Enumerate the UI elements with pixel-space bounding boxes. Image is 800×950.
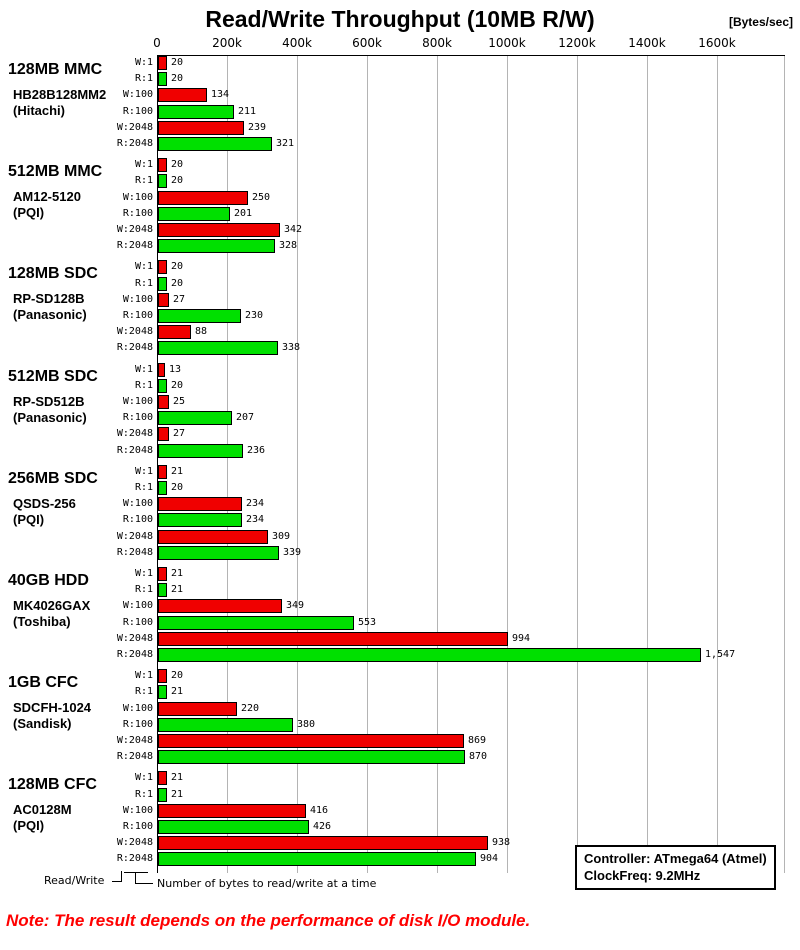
group-maker-label: (Sandisk) [13, 716, 72, 732]
bar-value-label: 207 [236, 412, 255, 424]
bar-row-label: W:2048 [116, 735, 153, 746]
bar-row-label: W:1 [134, 568, 153, 579]
bar-row-label: W:100 [122, 89, 153, 101]
bar-value-label: 339 [283, 546, 302, 558]
x-tick-label: 1200k [558, 36, 596, 50]
group-model-label: HB28B128MM2 [13, 87, 107, 102]
group-maker-label: (PQI) [13, 511, 45, 527]
bar-value-label: 27 [173, 293, 186, 305]
bar-row-label: R:100 [122, 207, 153, 219]
read-bar [158, 481, 167, 495]
read-bar [158, 207, 230, 221]
bar-row-label: R:100 [122, 718, 153, 730]
bar-row-label: W:1 [134, 363, 153, 375]
bar-value-label: 20 [171, 277, 184, 289]
x-tick-label: 1000k [488, 36, 526, 50]
bar-value-label: 20 [171, 379, 184, 391]
bar-value-label: 20 [171, 159, 184, 171]
bar-value-label: 1,547 [705, 649, 736, 660]
bar-row-label: W:2048 [116, 837, 153, 849]
x-tick-label: 600k [352, 36, 382, 50]
x-gridline [647, 56, 648, 873]
bar-row-label: W:1 [134, 670, 153, 682]
bar-row-label: W:2048 [116, 530, 153, 542]
group-maker-label: (Panasonic) [13, 409, 87, 425]
read-bar [158, 648, 701, 662]
x-tick-label: 1600k [698, 36, 736, 50]
bytes-legend-label: Number of bytes to read/write at a time [157, 877, 377, 890]
read-bar [158, 788, 167, 802]
bar-row-label: W:2048 [116, 632, 153, 644]
group-device-label: 128MB MMC [8, 61, 103, 78]
bar-value-label: 220 [241, 702, 260, 714]
read-bar [158, 277, 167, 291]
write-bar [158, 836, 488, 850]
clockfreq-line: ClockFreq: 9.2MHz [584, 868, 701, 883]
x-tick-label: 400k [282, 36, 312, 50]
bytes-bracket-line [135, 883, 153, 884]
chart-title: Read/Write Throughput (10MB R/W) [205, 6, 595, 32]
bar-value-label: 21 [171, 584, 184, 596]
write-bar [158, 191, 248, 205]
write-bar [158, 567, 167, 581]
write-bar [158, 325, 191, 339]
write-bar [158, 395, 169, 409]
write-bar [158, 465, 167, 479]
group-device-label: 1GB CFC [8, 674, 79, 692]
bar-value-label: 994 [512, 632, 531, 644]
read-bar [158, 239, 275, 253]
bar-value-label: 21 [171, 772, 184, 784]
read-bar [158, 820, 309, 834]
read-bar [158, 852, 476, 866]
x-tick-label: 0 [153, 36, 161, 50]
read-bar [158, 718, 293, 732]
note-text: Note: The result depends on the performance of disk I/O module. [6, 911, 531, 930]
bar-row-label: R:1 [134, 584, 153, 596]
bar-value-label: 27 [173, 428, 186, 440]
bar-value-label: 21 [171, 788, 184, 800]
bar-row-label: W:1 [134, 261, 153, 273]
write-bar [158, 56, 167, 70]
bar-row-label: R:1 [134, 482, 153, 493]
controller-info-box [575, 845, 776, 890]
group-model-label: AM12-5120 [13, 189, 81, 205]
read-bar [158, 616, 354, 630]
bar-value-label: 13 [169, 363, 182, 375]
bar-row-label: R:2048 [116, 546, 153, 558]
bar-row-label: R:1 [134, 686, 153, 698]
bar-row-label: W:100 [122, 702, 153, 714]
read-bar [158, 174, 167, 188]
group-maker-label: (PQI) [13, 205, 45, 221]
bar-row-label: R:1 [134, 73, 153, 85]
bar-value-label: 21 [171, 568, 184, 579]
bar-row-label: W:100 [122, 396, 153, 407]
bar-row-label: R:1 [134, 175, 153, 187]
bar-row-label: W:1 [134, 465, 153, 477]
bar-value-label: 234 [246, 498, 265, 510]
group-device-label: 128MB CFC [8, 776, 97, 794]
bar-value-label: 342 [284, 224, 303, 235]
bar-value-label: 321 [276, 138, 295, 149]
bar-value-label: 328 [279, 240, 298, 252]
write-bar [158, 804, 306, 818]
bar-value-label: 20 [171, 482, 184, 493]
x-gridline [717, 56, 718, 873]
write-bar [158, 702, 237, 716]
write-bar [158, 734, 464, 748]
bar-row-label: W:1 [134, 57, 153, 68]
plot-right-border [784, 56, 785, 873]
write-bar [158, 599, 282, 613]
bar-value-label: 21 [171, 686, 184, 698]
bar-row-label: R:2048 [116, 138, 153, 149]
bytes-bracket-top [124, 872, 148, 873]
group-model-label: MK4026GAX [13, 598, 91, 613]
x-tick-label: 1400k [628, 36, 666, 50]
bar-value-label: 20 [171, 175, 184, 187]
x-tick-label: 200k [212, 36, 242, 50]
group-device-label: 512MB SDC [8, 367, 98, 385]
bar-row-label: W:100 [122, 600, 153, 612]
read-bar [158, 546, 279, 560]
bar-value-label: 20 [171, 670, 184, 682]
read-bar [158, 105, 234, 119]
bar-row-label: R:2048 [116, 751, 153, 763]
bar-row-label: W:1 [134, 159, 153, 171]
bar-value-label: 239 [248, 121, 267, 133]
read-write-bracket-hook [121, 871, 122, 882]
group-device-label: 40GB HDD [8, 572, 89, 589]
bar-value-label: 309 [272, 530, 291, 542]
read-bar [158, 309, 241, 323]
group-device-label: 512MB MMC [8, 163, 103, 181]
bar-value-label: 88 [195, 326, 208, 338]
group-model-label: AC0128M [13, 802, 72, 818]
bar-row-label: W:2048 [116, 428, 153, 440]
group-model-label: QSDS-256 [13, 495, 76, 511]
read-bar [158, 583, 167, 597]
bar-value-label: 211 [238, 105, 257, 117]
axis-unit-label: [Bytes/sec] [728, 15, 793, 29]
group-device-label: 256MB SDC [8, 469, 98, 487]
read-bar [158, 685, 167, 699]
write-bar [158, 771, 167, 785]
bar-row-label: W:100 [122, 293, 153, 305]
bar-value-label: 870 [469, 751, 488, 763]
read-bar [158, 513, 242, 527]
x-gridline [577, 56, 578, 873]
bar-value-label: 236 [247, 444, 266, 456]
write-bar [158, 88, 207, 102]
bar-row-label: R:2048 [116, 444, 153, 456]
group-model-label: RP-SD128B [13, 291, 85, 307]
bar-row-label: W:2048 [116, 121, 153, 133]
write-bar [158, 427, 169, 441]
read-bar [158, 341, 278, 355]
write-bar [158, 158, 167, 172]
bar-value-label: 416 [310, 804, 329, 816]
write-bar [158, 632, 508, 646]
write-bar [158, 293, 169, 307]
bar-value-label: 904 [480, 853, 499, 865]
x-tick-label: 800k [422, 36, 452, 50]
bar-value-label: 426 [313, 821, 332, 832]
read-write-legend-label: Read/Write [44, 874, 105, 887]
bar-row-label: R:100 [122, 616, 153, 628]
bar-value-label: 134 [211, 89, 230, 101]
read-bar [158, 137, 272, 151]
bar-row-label: R:2048 [116, 240, 153, 252]
bar-value-label: 25 [173, 396, 186, 407]
write-bar [158, 223, 280, 237]
group-maker-label: (Panasonic) [13, 307, 87, 323]
bar-row-label: R:100 [122, 105, 153, 117]
bar-row-label: R:100 [122, 821, 153, 832]
bar-value-label: 230 [245, 310, 264, 321]
bar-value-label: 20 [171, 73, 184, 85]
bar-row-label: W:100 [122, 191, 153, 203]
read-bar [158, 750, 465, 764]
bar-value-label: 938 [492, 837, 511, 849]
x-gridline [507, 56, 508, 873]
bar-row-label: W:1 [134, 772, 153, 784]
write-bar [158, 363, 165, 377]
bar-value-label: 20 [171, 261, 184, 273]
bar-row-label: R:1 [134, 788, 153, 800]
write-bar [158, 121, 244, 135]
write-bar [158, 669, 167, 683]
read-bar [158, 411, 232, 425]
write-bar [158, 260, 167, 274]
bar-value-label: 380 [297, 718, 316, 730]
bar-row-label: R:2048 [116, 342, 153, 354]
write-bar [158, 530, 268, 544]
bar-value-label: 234 [246, 514, 265, 526]
bar-row-label: R:2048 [116, 649, 153, 660]
group-model-label: SDCFH-1024 [13, 700, 92, 716]
read-bar [158, 72, 167, 86]
bar-value-label: 20 [171, 57, 184, 68]
controller-line: Controller: ATmega64 (Atmel) [584, 851, 767, 866]
bar-value-label: 869 [468, 735, 487, 746]
write-bar [158, 497, 242, 511]
bar-row-label: W:2048 [116, 326, 153, 338]
bar-row-label: W:2048 [116, 224, 153, 235]
group-device-label: 128MB SDC [8, 265, 98, 283]
bar-value-label: 201 [234, 207, 253, 219]
read-bar [158, 379, 167, 393]
bar-value-label: 349 [286, 600, 305, 612]
bar-row-label: R:1 [134, 379, 153, 391]
bar-value-label: 250 [252, 191, 271, 203]
bar-row-label: R:100 [122, 514, 153, 526]
bar-row-label: R:1 [134, 277, 153, 289]
bar-row-label: W:100 [122, 804, 153, 816]
group-maker-label: (PQI) [13, 818, 45, 834]
group-model-label: RP-SD512B [13, 393, 85, 409]
bar-row-label: W:100 [122, 498, 153, 510]
bar-value-label: 338 [282, 342, 301, 354]
bar-value-label: 553 [358, 616, 377, 628]
bar-value-label: 21 [171, 465, 184, 477]
read-bar [158, 444, 243, 458]
group-maker-label: (Hitachi) [13, 103, 65, 118]
bar-row-label: R:2048 [116, 853, 153, 865]
bar-row-label: R:100 [122, 412, 153, 424]
bar-row-label: R:100 [122, 310, 153, 321]
group-maker-label: (Toshiba) [13, 614, 71, 629]
x-axis-line [157, 55, 785, 56]
